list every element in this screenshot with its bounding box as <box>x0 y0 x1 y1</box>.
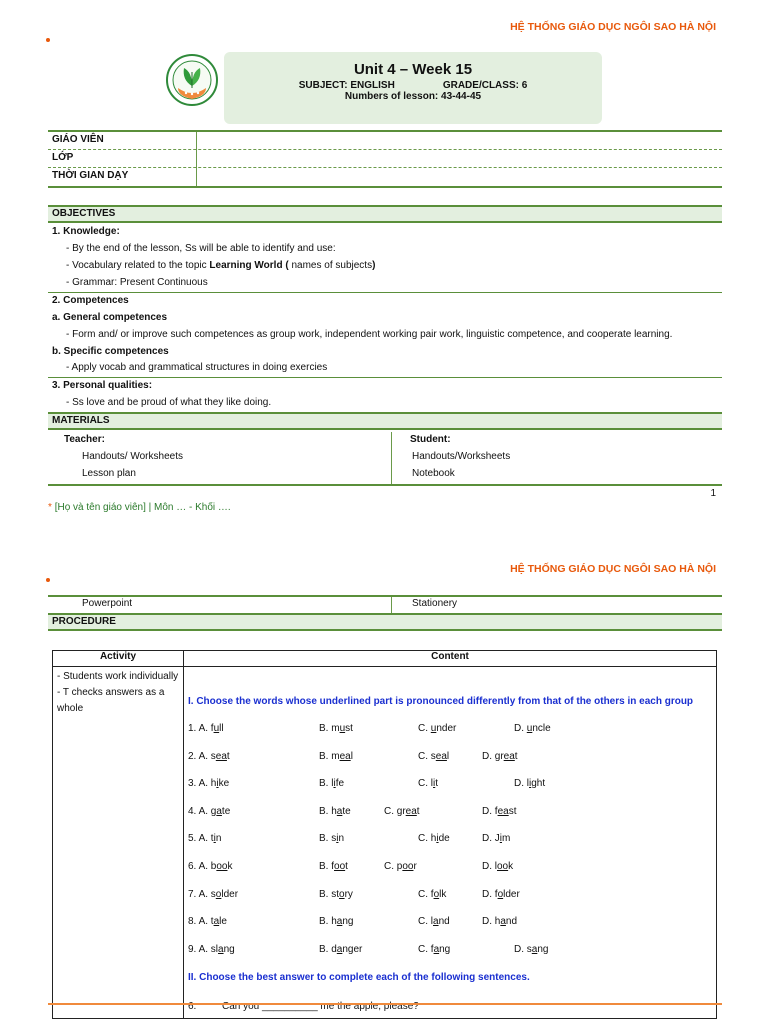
knowledge-line-2: - Vocabulary related to the topic Learning World ( names of subjects) <box>66 260 376 271</box>
unit-title: Unit 4 – Week 15 <box>353 61 473 78</box>
option-a: 2. A. seat <box>188 750 230 762</box>
info-top-border <box>48 130 722 132</box>
student-material-item: Stationery <box>412 598 458 609</box>
exercise-1-title: I. Choose the words whose underlined part is pronounced differently from that of the others in each group <box>188 696 694 707</box>
underlined-sound: i <box>529 778 532 790</box>
procedure-table <box>52 650 717 1019</box>
option-c: C. lit <box>418 778 439 790</box>
teacher-material-item: Handouts/ Worksheets <box>82 451 183 462</box>
student-material-item: Handouts/Worksheets <box>412 451 511 462</box>
option-b: B. sin <box>319 833 345 845</box>
grade-label: GRADE/CLASS: 6 <box>442 80 528 91</box>
underlined-sound: ea <box>339 750 351 762</box>
teacher-label: GIÁO VIÊN <box>52 134 104 145</box>
underlined-sound: oo <box>497 861 509 872</box>
student-material-item: Notebook <box>412 468 455 479</box>
materials-continued-divider <box>391 597 392 613</box>
option-d: D. light <box>514 778 546 790</box>
materials-bottom-border <box>48 484 722 486</box>
activity-cell <box>53 667 184 1019</box>
underlined-sound: ea <box>503 750 515 762</box>
footer-text: [Họ và tên giáo viên] | Môn … - Khối …. <box>54 502 231 513</box>
materials-continued-top <box>48 595 722 597</box>
competences-title: 2. Competences <box>52 295 129 306</box>
option-a: 1. A. full <box>188 723 224 734</box>
header-dot <box>46 38 50 42</box>
underlined-sound: a <box>218 943 224 955</box>
materials-heading: MATERIALS <box>48 412 722 430</box>
teacher-materials-label: Teacher: <box>64 434 105 445</box>
subject-grade-line <box>224 80 602 91</box>
teacher-material-item: Powerpoint <box>82 598 133 609</box>
underlined-sound: a <box>336 916 343 928</box>
exercise-2-title: II. Choose the best answer to complete each of the following sentences. <box>188 972 530 983</box>
header-dot <box>46 578 50 582</box>
activity-column-header: Activity <box>53 651 184 667</box>
option-c: C. poor <box>384 861 417 872</box>
underlined-sound: o <box>497 888 504 900</box>
knowledge-line-1: - By the end of the lesson, Ss will be able to identify and use: <box>66 243 336 254</box>
underlined-sound: a <box>336 943 343 955</box>
general-competences-title: a. General competences <box>52 312 168 323</box>
underlined-sound: oo <box>216 861 228 872</box>
option-b: B. danger <box>319 943 363 955</box>
underlined-sound: o <box>339 888 345 900</box>
knowledge-title: 1. Knowledge: <box>52 226 120 237</box>
underlined-sound: ea <box>215 750 227 762</box>
underlined-sound: ea <box>497 805 509 817</box>
option-a: 3. A. hike <box>188 778 230 790</box>
question-6-text: Can you __________ me the apple, please? <box>222 1001 419 1012</box>
underlined-sound: i <box>499 833 503 845</box>
personal-line: - Ss love and be proud of what they like doing. <box>66 397 272 408</box>
content-cell <box>184 667 717 1019</box>
option-a: 8. A. tale <box>188 916 227 928</box>
topic-name: Learning World <box>209 260 283 271</box>
info-dash-2 <box>48 167 722 168</box>
option-a: 4. A. gate <box>188 805 231 817</box>
underlined-sound: i <box>213 833 216 845</box>
option-a: 6. A. book <box>188 861 233 872</box>
lesson-numbers: Numbers of lesson: 43-44-45 <box>344 91 482 102</box>
option-d: D. folder <box>482 888 520 900</box>
personal-border <box>48 377 722 378</box>
underlined-sound: i <box>216 778 219 790</box>
brand-name: HỆ THỐNG GIÁO DỤC NGÔI SAO HÀ NỘI <box>510 21 716 33</box>
option-a: 9. A. slang <box>188 943 235 955</box>
underlined-sound: a <box>433 916 439 928</box>
specific-competences-title: b. Specific competences <box>52 346 169 357</box>
option-d: D. sang <box>514 943 549 955</box>
option-c: C. folk <box>418 888 447 900</box>
time-label: THỜI GIAN DẠY <box>52 170 129 181</box>
underlined-sound: a <box>500 916 506 928</box>
title-box <box>224 52 602 124</box>
teacher-material-item: Lesson plan <box>82 468 136 479</box>
knowledge-line-3: - Grammar: Present Continuous <box>66 277 208 288</box>
question-6-number: 6. <box>188 1001 197 1012</box>
underlined-sound: i <box>333 778 336 790</box>
option-b: B. hang <box>319 916 354 928</box>
option-c: C. hide <box>418 833 450 845</box>
underlined-sound: a <box>531 943 538 955</box>
option-c: C. under <box>418 723 457 734</box>
option-b: B. must <box>319 723 353 734</box>
underlined-sound: a <box>433 943 440 955</box>
underlined-sound: i <box>336 833 339 845</box>
info-bottom-border <box>48 186 722 188</box>
underlined-sound: o <box>433 888 440 900</box>
school-logo-icon <box>158 52 226 108</box>
option-d: D. feast <box>482 805 517 817</box>
underlined-sound: oo <box>402 861 414 872</box>
info-dash-1 <box>48 149 722 150</box>
class-label: LỚP <box>52 152 74 163</box>
subject-label: SUBJECT: ENGLISH <box>298 80 395 91</box>
underlined-sound: oo <box>334 861 346 872</box>
option-b: B. story <box>319 888 353 900</box>
option-d: D. look <box>482 861 514 872</box>
option-a: 5. A. tin <box>188 833 222 845</box>
page-number: 1 <box>710 488 716 499</box>
info-divider <box>196 132 197 186</box>
page-bottom-rule <box>48 1003 722 1005</box>
option-a: 7. A. solder <box>188 888 239 900</box>
option-b: B. meal <box>319 750 353 762</box>
brand-name: HỆ THỐNG GIÁO DỤC NGÔI SAO HÀ NỘI <box>510 563 716 575</box>
general-competences-line: - Form and/ or improve such competences as group work, independent working pair work, linguistic competence, and cooperate learning. <box>66 329 673 340</box>
underlined-sound: i <box>433 778 436 790</box>
student-materials-label: Student: <box>410 434 451 445</box>
underlined-sound: o <box>215 888 222 900</box>
underlined-sound: a <box>216 805 222 817</box>
footer-asterisk: * <box>48 502 52 513</box>
underlined-sound: u <box>213 723 220 734</box>
materials-divider <box>391 432 392 484</box>
objectives-heading: OBJECTIVES <box>48 205 722 223</box>
underlined-sound: ea <box>405 805 417 817</box>
option-c: C. land <box>418 916 450 928</box>
competences-border <box>48 292 722 293</box>
option-d: D. Jim <box>482 833 511 845</box>
activity-line-2: - T checks answers as a whole <box>57 687 165 714</box>
option-b: B. foot <box>319 861 348 872</box>
procedure-heading: PROCEDURE <box>48 613 722 631</box>
option-c: C. seal <box>418 750 450 762</box>
specific-competences-line: - Apply vocab and grammatical structures in doing exercies <box>66 362 328 373</box>
content-column-header: Content <box>184 651 717 667</box>
underlined-sound: u <box>430 723 437 734</box>
option-b: B. life <box>319 778 345 790</box>
footer-note <box>48 502 231 513</box>
activity-line-1: - Students work individually <box>57 671 179 682</box>
underlined-sound: u <box>339 723 346 734</box>
underlined-sound: a <box>213 916 220 928</box>
option-d: D. hand <box>482 916 518 928</box>
option-c: C. great <box>384 805 420 817</box>
underlined-sound: a <box>336 805 343 817</box>
personal-title: 3. Personal qualities: <box>52 380 153 391</box>
option-c: C. fang <box>418 943 451 955</box>
underlined-sound: ea <box>435 750 447 762</box>
underlined-sound: u <box>526 723 533 734</box>
option-b: B. hate <box>319 805 351 817</box>
option-d: D. great <box>482 750 518 762</box>
underlined-sound: i <box>436 833 439 845</box>
option-d: D. uncle <box>514 723 551 734</box>
